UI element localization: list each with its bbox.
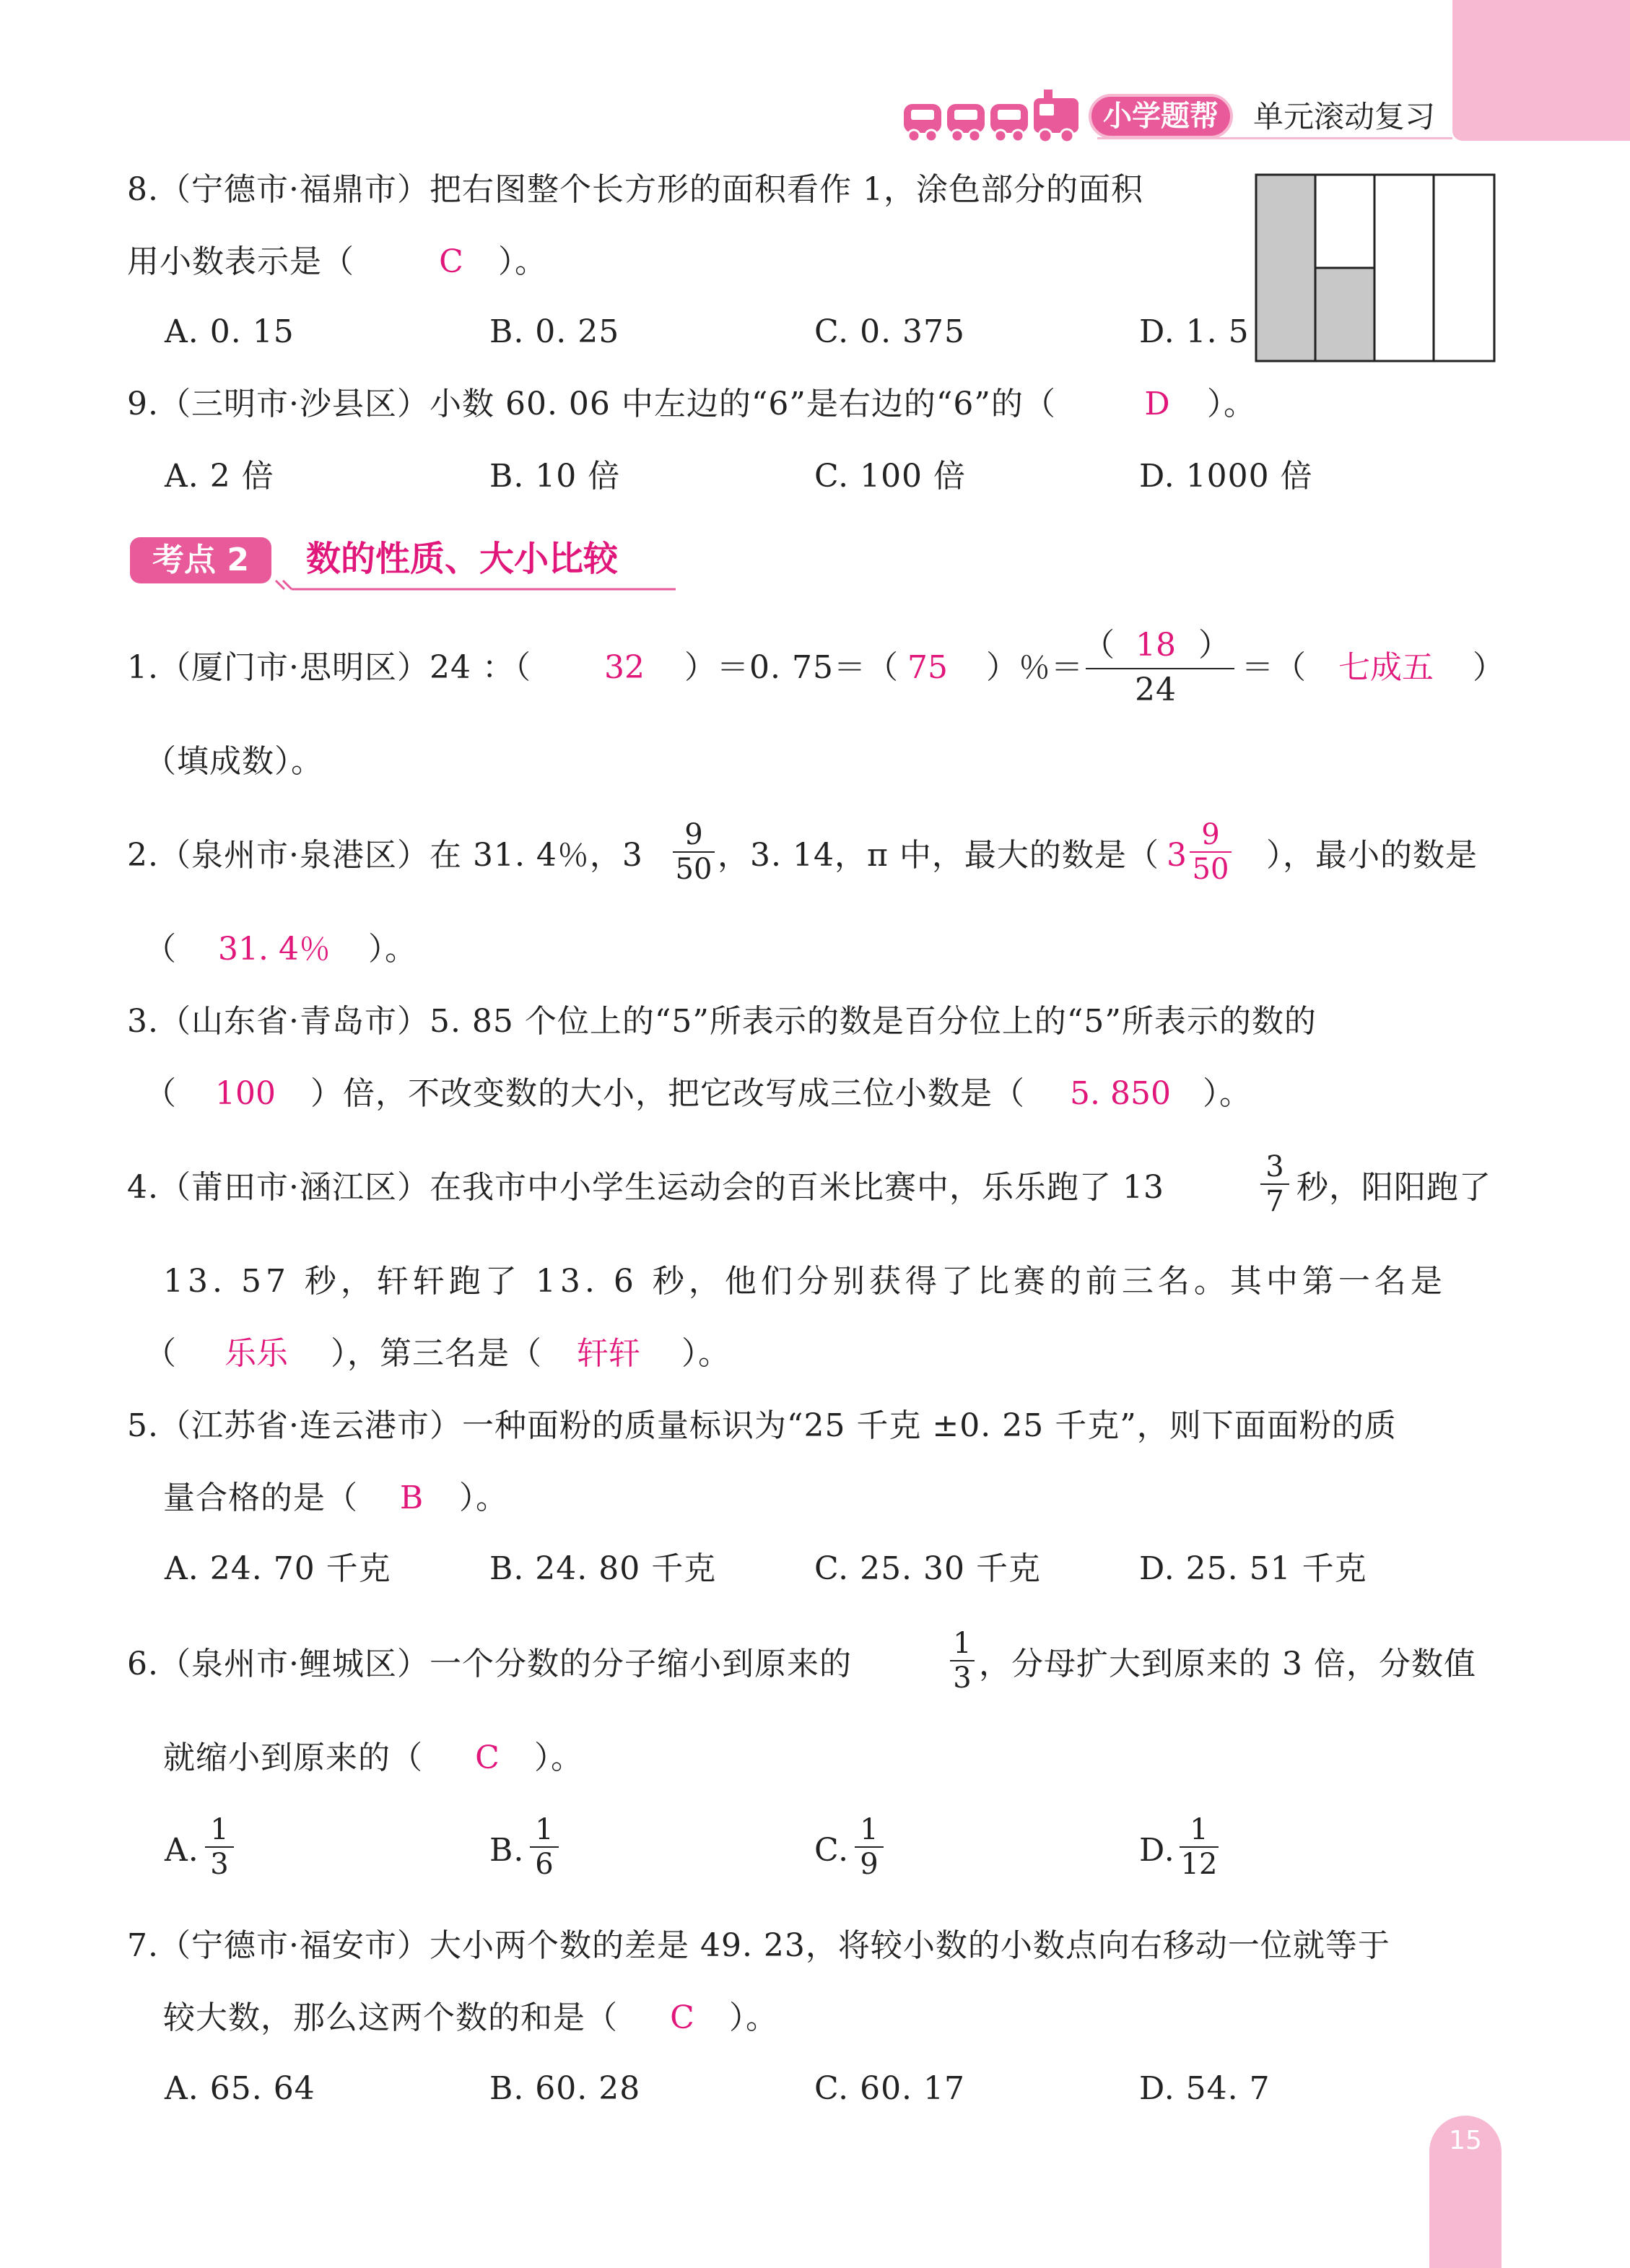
q8-answer: C [439, 243, 463, 280]
p4-fraction [1260, 1150, 1289, 1218]
p4-answer-1: 乐乐 [225, 1335, 288, 1372]
p2-line2-open: （ [144, 931, 177, 968]
p1-text-a: 1.（厦门市·思明区）24 ：（ [127, 649, 531, 686]
q8-line2-suffix: ）。 [498, 243, 547, 280]
p1-frac-open: （ [1083, 627, 1115, 664]
p7-line2-suffix: ）。 [729, 1999, 778, 2036]
p6-fraction-den: 3 [950, 1660, 975, 1695]
p3-line2-mid: ）倍，不改变数的大小，把它改写成三位小数是（ [310, 1075, 1025, 1112]
q8-line2-prefix: 用小数表示是（ [127, 243, 354, 280]
p6-option-a-num: 1 [210, 1813, 229, 1846]
p6-option-c-den: 9 [855, 1846, 884, 1881]
p7-option-b: B. 60. 28 [489, 2070, 641, 2107]
p6-line2-suffix: ）。 [534, 1739, 583, 1776]
topic-title: 数的性质、大小比较 [306, 539, 619, 579]
q9-option-b: B. 10 倍 [489, 458, 621, 495]
p4-line2: 13. 57 秒，轩轩跑了 13. 6 秒，他们分别获得了比赛的前三名。其中第一名是 [163, 1263, 1447, 1300]
p2-answer-1-fraction [1190, 818, 1232, 886]
q9-line1-prefix: 9.（三明市·沙县区）小数 60. 06 中左边的“6”是右边的“6”的（ [127, 386, 1056, 422]
q9-line1-suffix: ）。 [1207, 386, 1256, 422]
q8-option-a: A. 0. 15 [165, 313, 295, 350]
p7-answer: C [670, 1999, 694, 2036]
p2-text-c: ），最小的数是 [1266, 837, 1478, 874]
p4-answer-2: 轩轩 [577, 1335, 640, 1372]
p2-line2-close: ）。 [368, 931, 417, 968]
p1-answer-1: 32 [604, 649, 645, 686]
p2-text-a: 2.（泉州市·泉港区）在 31. 4％，3 [127, 837, 643, 874]
p3-line1: 3.（山东省·青岛市）5. 85 个位上的“5”所表示的数是百分位上的“5”所表示的数的 [127, 1003, 1317, 1040]
p1-line2: （填成数）。 [144, 743, 323, 780]
p2-answer-1-whole: 3 [1167, 837, 1187, 874]
p6-option-b-label: B. [489, 1832, 525, 1869]
p2-fraction-num: 9 [684, 818, 703, 851]
p5-option-c: C. 25. 30 千克 [814, 1550, 1042, 1587]
p7-option-c: C. 60. 17 [814, 2070, 966, 2107]
p1-fraction-bar [1086, 668, 1234, 669]
p4-fraction-num: 3 [1265, 1150, 1284, 1183]
topic-badge-label: 考点 2 [152, 542, 249, 578]
p6-option-b-den: 6 [530, 1846, 559, 1881]
page-number: 15 [1449, 2126, 1482, 2155]
p6-text-b: ，分母扩大到原来的 3 倍，分数值 [979, 1646, 1476, 1682]
p6-option-b-fraction [530, 1813, 559, 1881]
p1-answer-4: 七成五 [1338, 649, 1434, 686]
q9-option-c: C. 100 倍 [814, 458, 967, 495]
p6-option-a-fraction [205, 1813, 234, 1881]
p1-text-e: ） [1473, 649, 1505, 686]
p7-option-d: D. 54. 7 [1139, 2070, 1271, 2107]
p3-answer-2: 5. 850 [1070, 1075, 1171, 1112]
p4-text-b: 秒，阳阳跑了 [1296, 1169, 1491, 1206]
p5-line2-prefix: 量合格的是（ [163, 1480, 358, 1516]
p5-option-d: D. 25. 51 千克 [1139, 1550, 1367, 1587]
p7-line1: 7.（宁德市·福安市）大小两个数的差是 49. 23，将较小数的小数点向右移动一位就等于 [127, 1927, 1390, 1964]
header-pink-tab [1452, 0, 1630, 141]
brand-label: 小学题帮 [1103, 100, 1219, 133]
q8-option-b: B. 0. 25 [489, 313, 620, 350]
shaded-column [1256, 175, 1315, 361]
p5-option-b: B. 24. 80 千克 [489, 1550, 717, 1587]
p6-option-c-fraction [855, 1813, 884, 1881]
p7-line2-prefix: 较大数，那么这两个数的和是（ [163, 1999, 618, 2036]
p6-option-a-label: A. [165, 1832, 199, 1869]
p1-text-d: ＝（ [1242, 649, 1307, 686]
p6-fraction [950, 1627, 975, 1695]
p6-answer: C [475, 1739, 500, 1776]
shaded-half-cell [1315, 268, 1374, 361]
p1-frac-denominator: 24 [1135, 672, 1177, 708]
p6-option-d-den: 12 [1180, 1848, 1218, 1881]
p5-line1: 5.（江苏省·连云港市）一种面粉的质量标识为“25 千克 ±0. 25 千克”，则下面面粉的质 [127, 1407, 1397, 1444]
p6-option-c-num: 1 [860, 1813, 879, 1846]
q8-option-c: C. 0. 375 [814, 313, 966, 350]
p2-answer-1-num: 9 [1201, 818, 1220, 851]
p6-option-d-label: D. [1139, 1832, 1175, 1869]
p4-text-a: 4.（莆田市·涵江区）在我市中小学生运动会的百米比赛中，乐乐跑了 13 [127, 1169, 1164, 1206]
p1-frac-close: ） [1198, 627, 1231, 664]
p3-line2-close: ）。 [1203, 1075, 1252, 1112]
p4-line3-open: （ [144, 1335, 177, 1372]
p6-option-d-fraction [1180, 1813, 1219, 1881]
p6-option-a-den: 3 [205, 1846, 234, 1881]
p1-answer-3: 18 [1136, 627, 1176, 664]
q8-rectangle-figure [1255, 173, 1497, 364]
p6-text-a: 6.（泉州市·鲤城区）一个分数的分子缩小到原来的 [127, 1646, 852, 1682]
p6-option-c-label: C. [814, 1832, 850, 1869]
p2-fraction-den: 50 [673, 851, 715, 886]
topic-underline [274, 576, 679, 594]
p2-answer-2: 31. 4％ [218, 931, 331, 968]
p3-answer-1: 100 [215, 1075, 276, 1112]
q8-line1: 8.（宁德市·福鼎市）把右图整个长方形的面积看作 1，涂色部分的面积 [127, 171, 1143, 208]
p5-option-a: A. 24. 70 千克 [165, 1550, 391, 1587]
p2-fraction [673, 818, 715, 886]
p2-answer-1-den: 50 [1190, 851, 1232, 886]
train-icon [902, 88, 1083, 146]
q9-option-a: A. 2 倍 [165, 458, 274, 495]
p4-line3-mid: ），第三名是（ [331, 1335, 542, 1372]
p7-option-a: A. 65. 64 [165, 2070, 315, 2107]
p5-line2-suffix: ）。 [459, 1480, 508, 1516]
p1-text-c: ）％＝ [986, 649, 1084, 686]
p2-text-b: ，3. 14，π 中，最大的数是（ [718, 837, 1159, 874]
p4-line3-close: ）。 [681, 1335, 731, 1372]
p1-text-b: ）＝0. 75＝（ [684, 649, 899, 686]
p5-answer: B [399, 1480, 424, 1516]
q9-option-d: D. 1000 倍 [1139, 458, 1313, 495]
section-title: 单元滚动复习 [1253, 99, 1436, 134]
p6-line2-prefix: 就缩小到原来的（ [163, 1739, 423, 1776]
p6-option-b-num: 1 [535, 1813, 554, 1846]
p6-fraction-num: 1 [953, 1627, 972, 1660]
p3-line2-open: （ [144, 1075, 177, 1112]
p1-answer-2: 75 [907, 649, 948, 686]
p4-fraction-den: 7 [1260, 1183, 1289, 1218]
q8-option-d: D. 1. 5 [1139, 313, 1250, 350]
q9-answer: D [1144, 386, 1170, 422]
p6-option-d-num: 1 [1190, 1813, 1208, 1846]
